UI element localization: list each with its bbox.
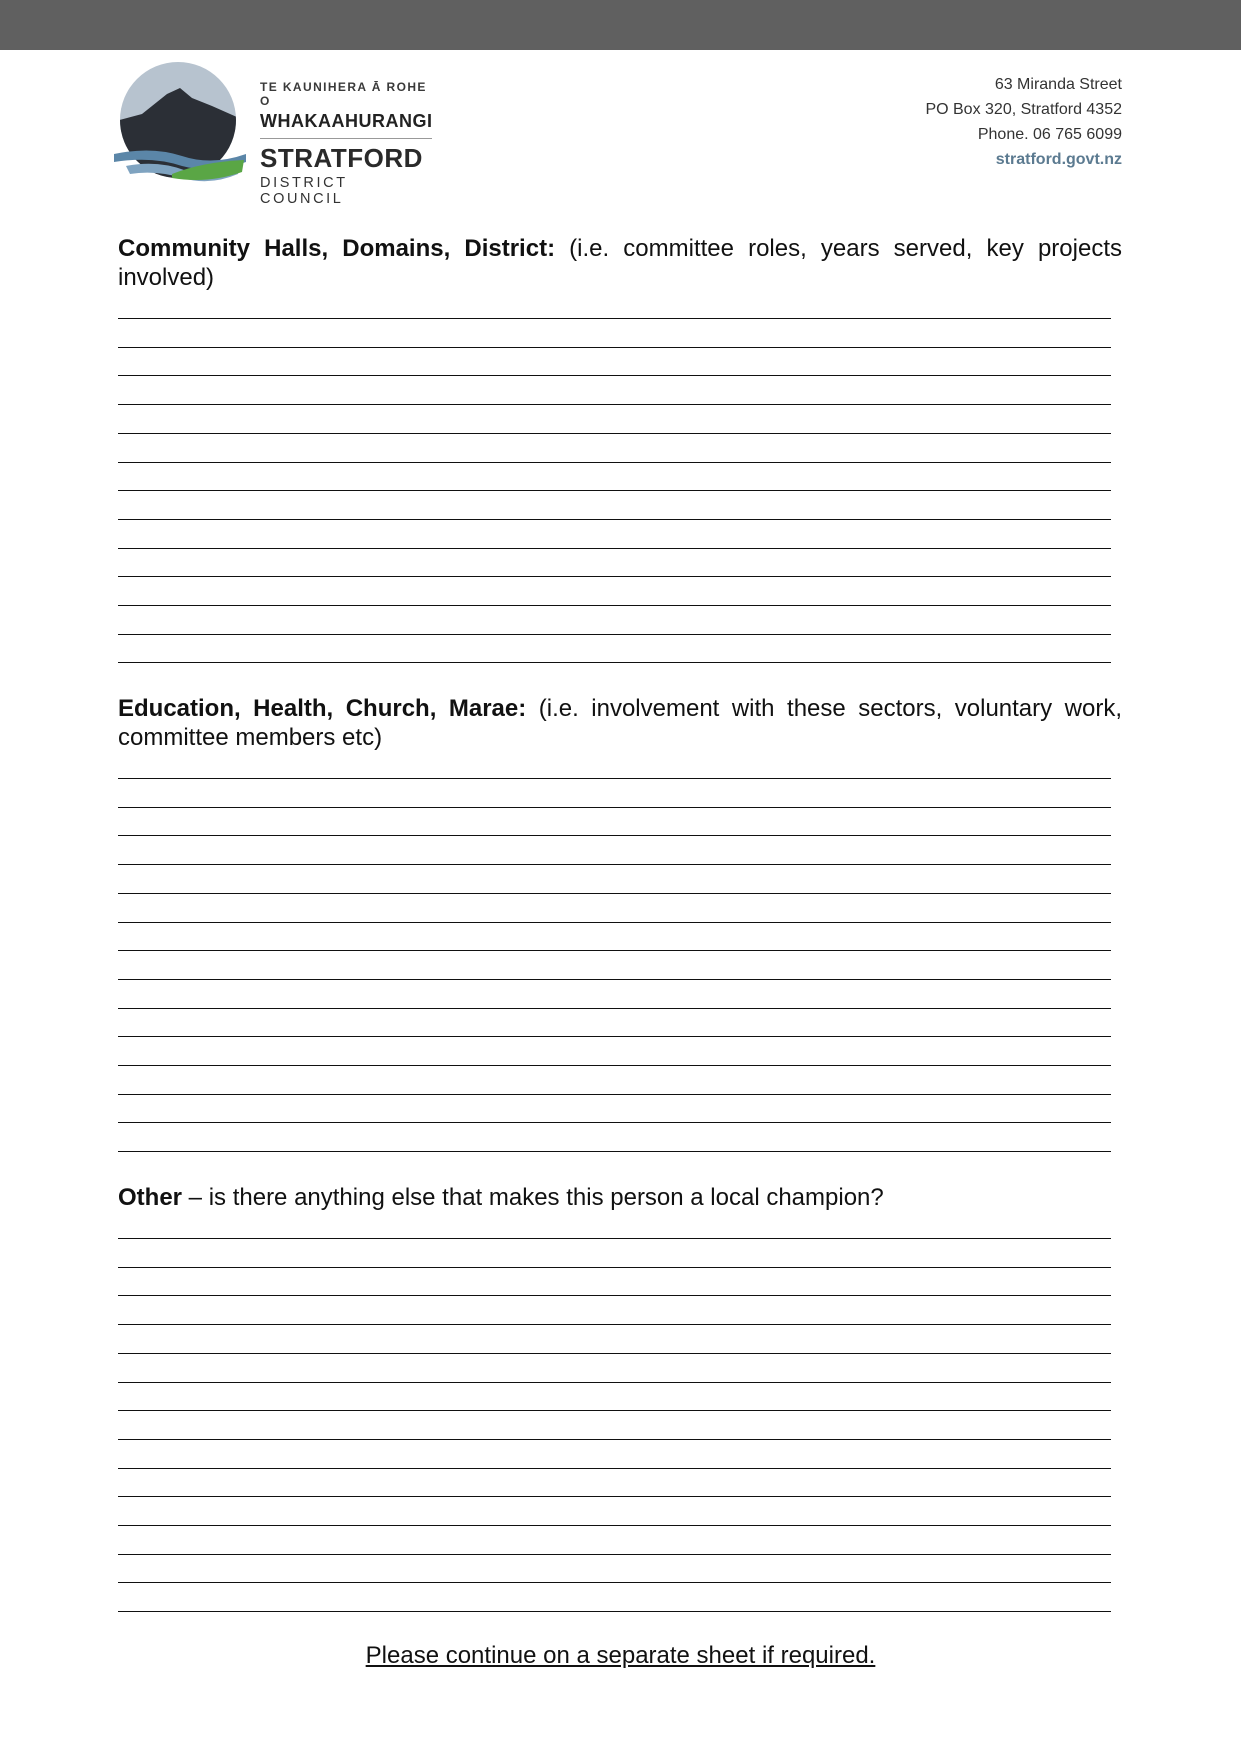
writing-line[interactable] <box>118 1353 1111 1354</box>
section-other <box>118 1183 1122 1212</box>
continue-note: Please continue on a separate sheet if required. <box>365 1642 876 1669</box>
section-heading-text: (i.e. committee roles, years served, key projects involved) <box>118 235 1122 291</box>
council-address <box>925 72 1122 172</box>
writing-line[interactable] <box>118 662 1111 663</box>
writing-line[interactable] <box>118 1122 1111 1123</box>
writing-line[interactable] <box>118 864 1111 865</box>
writing-line[interactable] <box>118 1554 1111 1555</box>
writing-line[interactable] <box>118 1267 1111 1268</box>
writing-line[interactable] <box>118 1496 1111 1497</box>
writing-line[interactable] <box>118 347 1111 348</box>
writing-line[interactable] <box>118 375 1111 376</box>
writing-line[interactable] <box>118 1611 1111 1612</box>
section-heading-bold: Education, Health, Church, Marae: <box>118 695 527 722</box>
writing-line[interactable] <box>118 1582 1111 1583</box>
writing-line[interactable] <box>118 1439 1111 1440</box>
writing-line[interactable] <box>118 1065 1111 1066</box>
writing-line[interactable] <box>118 807 1111 808</box>
section-heading <box>118 694 1122 752</box>
writing-line[interactable] <box>118 576 1111 577</box>
writing-line[interactable] <box>118 1036 1111 1037</box>
logo-line-2: WHAKAAHURANGI <box>260 111 433 131</box>
writing-line[interactable] <box>118 1151 1111 1152</box>
writing-line[interactable] <box>118 1238 1111 1239</box>
section-heading <box>118 1183 1122 1212</box>
writing-line[interactable] <box>118 462 1111 463</box>
writing-line[interactable] <box>118 519 1111 520</box>
section-heading-text: (i.e. involvement with these sectors, voluntary work, committee members etc) <box>118 695 1122 751</box>
section-community-halls <box>118 234 1122 292</box>
section-heading <box>118 234 1122 292</box>
writing-line[interactable] <box>118 1094 1111 1095</box>
writing-line[interactable] <box>118 1324 1111 1325</box>
writing-line[interactable] <box>118 1008 1111 1009</box>
writing-line[interactable] <box>118 433 1111 434</box>
writing-line[interactable] <box>118 605 1111 606</box>
council-logo <box>112 62 433 207</box>
top-bar <box>0 0 1241 50</box>
writing-line[interactable] <box>118 548 1111 549</box>
writing-line[interactable] <box>118 893 1111 894</box>
writing-line[interactable] <box>118 1410 1111 1411</box>
writing-line[interactable] <box>118 1295 1111 1296</box>
writing-line[interactable] <box>118 950 1111 951</box>
logo-line-4: DISTRICT COUNCIL <box>260 175 348 207</box>
address-po-box: PO Box 320, Stratford 4352 <box>925 101 1122 118</box>
logo-line-3: STRATFORD <box>260 138 432 174</box>
address-street: 63 Miranda Street <box>994 76 1122 93</box>
section-heading-bold: Other <box>118 1184 183 1211</box>
writing-line[interactable] <box>118 1382 1111 1383</box>
logo-wordmark <box>260 80 432 207</box>
section-education-health <box>118 694 1122 752</box>
writing-line[interactable] <box>118 922 1111 923</box>
address-phone: Phone. 06 765 6099 <box>977 126 1122 143</box>
writing-line[interactable] <box>118 634 1111 635</box>
council-logo-emblem-icon <box>112 62 248 184</box>
writing-line[interactable] <box>118 404 1111 405</box>
writing-line[interactable] <box>118 318 1111 319</box>
writing-line[interactable] <box>118 1525 1111 1526</box>
logo-line-1: TE KAUNIHERA Ā ROHE O <box>260 80 427 108</box>
section-heading-text: – is there anything else that makes this person a local champion? <box>182 1184 884 1211</box>
writing-line[interactable] <box>118 979 1111 980</box>
writing-line[interactable] <box>118 1468 1111 1469</box>
section-heading-bold: Community Halls, Domains, District: <box>118 235 556 262</box>
writing-line[interactable] <box>118 835 1111 836</box>
address-website-link[interactable]: stratford.govt.nz <box>995 151 1122 168</box>
writing-line[interactable] <box>118 778 1111 779</box>
writing-line[interactable] <box>118 490 1111 491</box>
